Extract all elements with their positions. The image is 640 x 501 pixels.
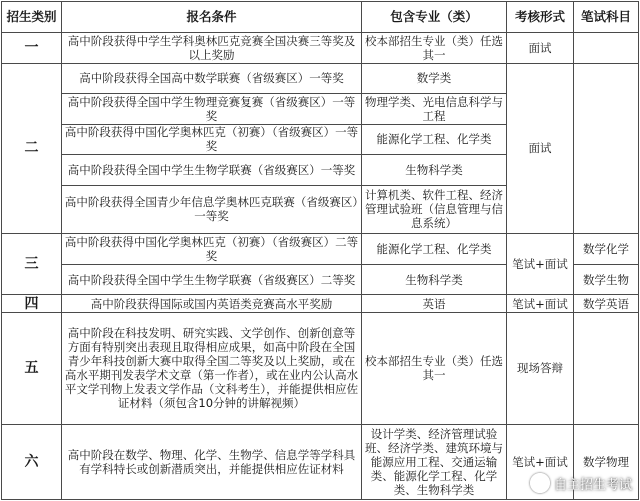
header-category: 招生类别 [2,2,62,33]
assessment-cell: 笔试+面试 [507,234,574,295]
wechat-icon [530,473,550,493]
table-row [2,33,639,64]
written-cell: 数学化学 [574,234,639,265]
watermark-text: 自主招生考试 [553,477,632,493]
assessment-cell: 笔试+面试 [507,295,574,312]
majors-cell: 设计学类、经济管理试验班、经济学类、建筑环境与能源应用工程、交通运输类、能源化学工程、化学类、生物科学类 [362,424,507,499]
conditions-cell: 高中阶段获得国际或国内英语类竞赛高水平奖励 [62,295,362,312]
majors-cell: 能源化学工程、化学类 [362,234,507,265]
header-assessment: 考核形式 [507,2,574,33]
header-row [2,2,639,33]
majors-cell: 校本部招生专业（类）任选其一 [362,33,507,64]
majors-cell: 生物科学类 [362,264,507,295]
majors-cell: 物理学类、光电信息科学与工程 [362,94,507,125]
admission-table [1,1,639,500]
header-written: 笔试科目 [574,2,639,33]
assessment-cell: 面试 [507,63,574,234]
written-cell: 数学英语 [574,295,639,312]
majors-cell: 生物科学类 [362,155,507,186]
header-conditions: 报名条件 [62,2,362,33]
conditions-cell: 高中阶段获得全国中学生生物学联赛（省级赛区）一等奖 [62,155,362,186]
conditions-cell: 高中阶段在科技发明、研究实践、文学创作、创新创意等方面有特别突出表现且取得相应成果，如高中阶段在全国青少年科技创新大赛中取得全国二等奖及以上奖励，或在高水平期刊发表学术文章（第一作者），或在业内公认高水平文学刊物上发表文学作品（文科考生），并能提供相应佐证材料（须包含10分钟的讲解视频） [62,312,362,424]
written-cell: 数学生物 [574,264,639,295]
assessment-cell: 面试 [507,33,574,64]
majors-cell: 校本部招生专业（类）任选其一 [362,312,507,424]
conditions-cell: 高中阶段获得全国中学生物理竞赛复赛（省级赛区）一等奖 [62,94,362,125]
category-cell: 二 [2,63,62,234]
table-row [2,234,639,265]
written-cell [574,312,639,424]
majors-cell: 能源化学工程、化学类 [362,124,507,155]
conditions-cell: 高中阶段在数学、物理、化学、生物学、信息学等学科具有学科特长或创新潜质突出，并能提供相应佐证材料 [62,424,362,499]
category-cell: 三 [2,234,62,295]
majors-cell: 计算机类、软件工程、经济管理试验班（信息管理与信息系统） [362,185,507,234]
category-cell: 一 [2,33,62,64]
majors-cell: 英语 [362,295,507,312]
majors-cell: 数学类 [362,63,507,94]
watermark [530,473,632,493]
table-row [2,295,639,312]
conditions-cell: 高中阶段获得中国化学奥林匹克（初赛）（省级赛区）二等奖 [62,234,362,265]
written-cell [574,63,639,234]
conditions-cell: 高中阶段获得全国高中数学联赛（省级赛区）一等奖 [62,63,362,94]
header-majors: 包含专业（类） [362,2,507,33]
category-cell: 六 [2,424,62,499]
category-cell: 五 [2,312,62,424]
assessment-cell: 笔试+面试 [507,424,574,499]
conditions-cell: 高中阶段获得全国青少年信息学奥林匹克联赛（省级赛区）一等奖 [62,185,362,234]
table-row [2,63,639,94]
table-row [2,312,639,424]
assessment-cell: 现场答辩 [507,312,574,424]
written-cell: 数学物理 [574,424,639,499]
category-cell: 四 [2,295,62,312]
written-cell [574,33,639,64]
conditions-cell: 高中阶段获得中国化学奥林匹克（初赛）（省级赛区）一等奖 [62,124,362,155]
conditions-cell: 高中阶段获得中学生学科奥林匹克竞赛全国决赛三等奖及以上奖励 [62,33,362,64]
conditions-cell: 高中阶段获得全国中学生生物学联赛（省级赛区）二等奖 [62,264,362,295]
